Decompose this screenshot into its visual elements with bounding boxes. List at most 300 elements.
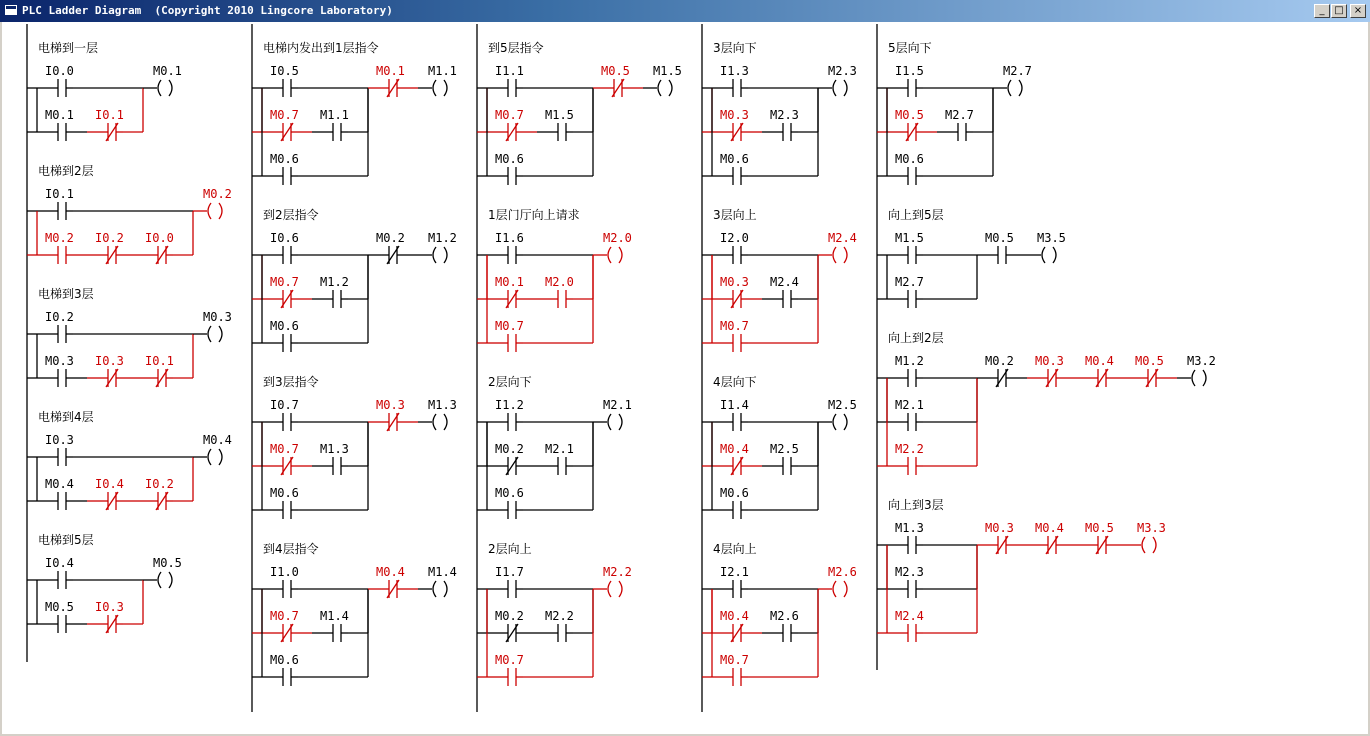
contact-no (320, 108, 349, 141)
contact-no (545, 275, 574, 308)
contact-no (495, 398, 524, 431)
rung (27, 163, 232, 264)
contact-no (770, 108, 799, 141)
contact-label: I0.0 (45, 64, 74, 78)
rung-title: 3层向上 (713, 208, 757, 222)
contact-no (495, 64, 524, 97)
contact-label: M0.3 (985, 521, 1014, 535)
contact-no (45, 477, 74, 510)
contact-nc (145, 477, 174, 510)
coil-arc-right (444, 414, 447, 430)
minimize-button[interactable]: _ (1314, 4, 1330, 18)
contact-label: M0.7 (495, 108, 524, 122)
coil (828, 565, 857, 597)
contact-nc (95, 231, 124, 264)
contact-label: I0.4 (95, 477, 124, 491)
coil-label: M1.4 (428, 565, 457, 579)
contact-label: M2.3 (895, 565, 924, 579)
ladder-diagram (0, 22, 1370, 734)
contact-label: M0.7 (270, 609, 299, 623)
coil-label: M1.1 (428, 64, 457, 78)
contact-nc (720, 609, 749, 642)
contact-no (895, 609, 924, 642)
contact-no (320, 609, 349, 642)
contact-no (895, 64, 924, 97)
rung (252, 541, 457, 686)
contact-nc (495, 442, 524, 475)
coil-arc-right (619, 581, 622, 597)
rung (877, 207, 1066, 308)
contact-label: I0.4 (45, 556, 74, 570)
contact-no (895, 442, 924, 475)
contact-label: M0.6 (720, 152, 749, 166)
coil-arc-right (219, 449, 222, 465)
coil-arc-left (608, 581, 611, 597)
contact-label: M0.4 (720, 442, 749, 456)
coil-arc-left (833, 247, 836, 263)
coil-arc-left (433, 581, 436, 597)
maximize-button[interactable]: □ (1331, 4, 1347, 18)
contact-nc (1135, 354, 1164, 387)
coil-arc-left (208, 326, 211, 342)
coil-arc-right (844, 247, 847, 263)
coil-arc-right (169, 572, 172, 588)
coil (1187, 354, 1216, 386)
contact-label: M0.5 (985, 231, 1014, 245)
contact-nc (1035, 521, 1064, 554)
contact-label: M0.4 (45, 477, 74, 491)
coil-arc-right (219, 203, 222, 219)
contact-no (770, 275, 799, 308)
coil-arc-left (1192, 370, 1195, 386)
contact-label: M2.3 (770, 108, 799, 122)
contact-no (270, 152, 299, 185)
contact-label: M0.6 (270, 653, 299, 667)
contact-label: M2.5 (770, 442, 799, 456)
coil (428, 565, 457, 597)
rung-title: 4层向下 (713, 375, 757, 389)
contact-label: M0.1 (45, 108, 74, 122)
contact-nc (270, 108, 299, 141)
coil-label: M1.2 (428, 231, 457, 245)
contact-label: I0.2 (95, 231, 124, 245)
contact-no (320, 442, 349, 475)
coil-label: M2.7 (1003, 64, 1032, 78)
contact-label: M0.5 (601, 64, 630, 78)
rung-title: 向上到2层 (888, 331, 944, 345)
coil-arc-left (433, 414, 436, 430)
contact-no (720, 319, 749, 352)
coil (203, 433, 232, 465)
contact-label: I0.2 (45, 310, 74, 324)
contact-label: M0.3 (720, 108, 749, 122)
contact-no (720, 398, 749, 431)
rung (702, 375, 857, 519)
coil (828, 231, 857, 263)
coil-arc-left (208, 449, 211, 465)
rung-title: 向上到3层 (888, 498, 944, 512)
coil (428, 64, 457, 96)
contact-no (45, 231, 74, 264)
contact-nc (1035, 354, 1064, 387)
contact-nc (495, 108, 524, 141)
coil-label: M3.2 (1187, 354, 1216, 368)
coil-arc-left (608, 247, 611, 263)
rung-title: 4层向上 (713, 542, 757, 556)
rung-title: 2层向上 (488, 542, 532, 556)
rung (477, 40, 682, 185)
rung (252, 40, 457, 185)
contact-nc (720, 108, 749, 141)
contact-no (895, 275, 924, 308)
contact-label: M0.7 (720, 319, 749, 333)
contact-label: I0.6 (270, 231, 299, 245)
contact-no (270, 231, 299, 264)
contact-label: I0.1 (95, 108, 124, 122)
coil-arc-right (444, 247, 447, 263)
rung (27, 286, 232, 387)
contact-label: M1.2 (895, 354, 924, 368)
coil-arc-left (833, 414, 836, 430)
app-window-icon (4, 4, 18, 16)
contact-no (895, 565, 924, 598)
contact-label: M2.1 (895, 398, 924, 412)
coil-label: M3.3 (1137, 521, 1166, 535)
contact-nc (1085, 354, 1114, 387)
contact-no (985, 231, 1014, 264)
coil-arc-left (433, 247, 436, 263)
contact-no (270, 486, 299, 519)
contact-no (495, 565, 524, 598)
contact-no (45, 600, 74, 633)
contact-no (45, 187, 74, 220)
contact-label: M0.6 (495, 152, 524, 166)
rung-title: 电梯到5层 (38, 533, 94, 547)
contact-label: M0.3 (720, 275, 749, 289)
contact-nc (376, 231, 405, 264)
coil-arc-right (1153, 537, 1156, 553)
coil-arc-left (433, 80, 436, 96)
contact-no (895, 354, 924, 387)
contact-no (770, 609, 799, 642)
rung-title: 电梯到2层 (38, 164, 94, 178)
contact-label: I1.7 (495, 565, 524, 579)
contact-no (495, 486, 524, 519)
coil-label: M0.5 (153, 556, 182, 570)
contact-label: I0.3 (45, 433, 74, 447)
contact-nc (376, 398, 405, 431)
contact-no (45, 354, 74, 387)
rung (27, 40, 182, 141)
coil (1037, 231, 1066, 263)
contact-label: M2.7 (895, 275, 924, 289)
contact-no (495, 231, 524, 264)
contact-label: M0.7 (270, 275, 299, 289)
contact-label: M0.7 (270, 108, 299, 122)
contact-no (270, 64, 299, 97)
contact-label: M0.6 (270, 486, 299, 500)
contact-label: I1.1 (495, 64, 524, 78)
contact-label: I0.1 (45, 187, 74, 201)
coil-label: M2.4 (828, 231, 857, 245)
contact-no (895, 152, 924, 185)
contact-nc (720, 442, 749, 475)
contact-nc (270, 609, 299, 642)
contact-no (895, 521, 924, 554)
contact-label: M0.4 (720, 609, 749, 623)
contact-label: I2.1 (720, 565, 749, 579)
contact-label: M0.2 (985, 354, 1014, 368)
coil-arc-left (208, 203, 211, 219)
coil-arc-left (608, 414, 611, 430)
contact-label: M0.7 (270, 442, 299, 456)
contact-label: M0.4 (1085, 354, 1114, 368)
coil-label: M2.5 (828, 398, 857, 412)
rung-title: 向上到5层 (888, 208, 944, 222)
contact-nc (376, 64, 405, 97)
rung-title: 到3层指令 (263, 375, 319, 389)
rung-title: 到4层指令 (263, 542, 319, 556)
coil-arc-left (158, 572, 161, 588)
coil-label: M3.5 (1037, 231, 1066, 245)
contact-label: M0.1 (376, 64, 405, 78)
contact-label: I2.0 (720, 231, 749, 245)
contact-label: M2.7 (945, 108, 974, 122)
coil-arc-left (833, 80, 836, 96)
coil (603, 565, 632, 597)
close-button[interactable]: × (1350, 4, 1366, 18)
contact-nc (895, 108, 924, 141)
contact-nc (985, 354, 1014, 387)
contact-no (45, 310, 74, 343)
contact-nc (495, 275, 524, 308)
contact-no (720, 231, 749, 264)
contact-no (720, 653, 749, 686)
coil-arc-right (619, 414, 622, 430)
contact-label: M2.2 (545, 609, 574, 623)
contact-label: M2.2 (895, 442, 924, 456)
contact-label: M0.5 (895, 108, 924, 122)
contact-no (770, 442, 799, 475)
contact-label: M1.5 (545, 108, 574, 122)
coil-arc-right (1053, 247, 1056, 263)
contact-no (895, 231, 924, 264)
contact-label: M1.1 (320, 108, 349, 122)
contact-label: M0.6 (895, 152, 924, 166)
contact-label: M0.5 (45, 600, 74, 614)
contact-nc (270, 442, 299, 475)
contact-label: M0.6 (270, 319, 299, 333)
contact-nc (95, 354, 124, 387)
contact-label: M2.0 (545, 275, 574, 289)
contact-label: M0.4 (376, 565, 405, 579)
contact-no (270, 398, 299, 431)
contact-nc (145, 354, 174, 387)
coil-arc-right (844, 581, 847, 597)
coil (203, 187, 232, 219)
contact-nc (270, 275, 299, 308)
contact-label: M1.5 (895, 231, 924, 245)
contact-label: M0.6 (495, 486, 524, 500)
coil (428, 231, 457, 263)
contact-no (270, 565, 299, 598)
contact-label: M1.3 (320, 442, 349, 456)
contact-nc (985, 521, 1014, 554)
contact-label: M0.2 (45, 231, 74, 245)
contact-nc (376, 565, 405, 598)
contact-label: M0.2 (495, 442, 524, 456)
contact-label: M0.6 (270, 152, 299, 166)
contact-label: M1.4 (320, 609, 349, 623)
coil-label: M2.6 (828, 565, 857, 579)
contact-no (45, 556, 74, 589)
coil-label: M1.5 (653, 64, 682, 78)
contact-no (495, 152, 524, 185)
coil-arc-right (619, 247, 622, 263)
contact-no (45, 433, 74, 466)
rung-title: 2层向下 (488, 375, 532, 389)
contact-no (45, 108, 74, 141)
rung (702, 41, 857, 185)
contact-label: I1.5 (895, 64, 924, 78)
contact-no (720, 565, 749, 598)
coil (1137, 521, 1166, 553)
rung-title: 5层向下 (888, 41, 932, 55)
coil (653, 64, 682, 96)
contact-no (545, 609, 574, 642)
contact-no (45, 64, 74, 97)
contact-nc (95, 600, 124, 633)
rung (702, 541, 857, 686)
rung (252, 374, 457, 519)
contact-no (545, 108, 574, 141)
contact-label: I1.0 (270, 565, 299, 579)
coil-label: M2.3 (828, 64, 857, 78)
rung-title: 3层向下 (713, 41, 757, 55)
contact-nc (95, 477, 124, 510)
coil-label: M2.1 (603, 398, 632, 412)
contact-no (720, 152, 749, 185)
contact-label: I0.0 (145, 231, 174, 245)
contact-nc (720, 275, 749, 308)
contact-no (945, 108, 974, 141)
contact-nc (95, 108, 124, 141)
contact-label: M0.3 (376, 398, 405, 412)
coil-arc-right (1019, 80, 1022, 96)
contact-no (895, 398, 924, 431)
contact-label: I0.3 (95, 354, 124, 368)
contact-label: M0.1 (495, 275, 524, 289)
contact-label: I1.6 (495, 231, 524, 245)
coil (828, 64, 857, 96)
coil-label: M2.2 (603, 565, 632, 579)
coil-arc-left (1042, 247, 1045, 263)
contact-label: I0.7 (270, 398, 299, 412)
contact-label: M0.7 (495, 319, 524, 333)
coil (828, 398, 857, 430)
contact-label: M2.6 (770, 609, 799, 623)
contact-label: I0.2 (145, 477, 174, 491)
coil-arc-right (444, 581, 447, 597)
coil-arc-left (158, 80, 161, 96)
contact-label: M0.6 (720, 486, 749, 500)
rung (702, 207, 857, 352)
coil-arc-right (444, 80, 447, 96)
contact-label: M0.3 (45, 354, 74, 368)
coil-label: M0.4 (203, 433, 232, 447)
contact-label: M0.2 (376, 231, 405, 245)
rung-title: 电梯到一层 (38, 41, 99, 55)
contact-nc (601, 64, 630, 97)
rung-title: 电梯到4层 (38, 410, 94, 424)
rung-title: 电梯内发出到1层指令 (263, 41, 379, 55)
contact-label: M2.4 (770, 275, 799, 289)
rung (477, 541, 632, 686)
contact-label: M2.1 (545, 442, 574, 456)
contact-label: M0.5 (1085, 521, 1114, 535)
coil (428, 398, 457, 430)
contact-label: I0.1 (145, 354, 174, 368)
contact-label: M0.3 (1035, 354, 1064, 368)
rung (877, 41, 1032, 185)
contact-label: M2.4 (895, 609, 924, 623)
coil-label: M2.0 (603, 231, 632, 245)
contact-label: M0.7 (495, 653, 524, 667)
contact-no (270, 319, 299, 352)
rung-title: 电梯到3层 (38, 287, 94, 301)
contact-label: M0.4 (1035, 521, 1064, 535)
contact-label: M1.3 (895, 521, 924, 535)
rung (477, 207, 632, 352)
coil-arc-left (833, 581, 836, 597)
contact-no (545, 442, 574, 475)
coil-label: M1.3 (428, 398, 457, 412)
contact-label: I1.2 (495, 398, 524, 412)
rung-title: 到2层指令 (263, 208, 319, 222)
coil-arc-right (669, 80, 672, 96)
coil-arc-left (1142, 537, 1145, 553)
contact-nc (145, 231, 174, 264)
coil (1003, 64, 1032, 96)
rung (477, 375, 632, 519)
rung (27, 532, 182, 633)
contact-nc (495, 609, 524, 642)
coil (203, 310, 232, 342)
coil-label: M0.2 (203, 187, 232, 201)
coil (153, 556, 182, 588)
rung-title: 1层门厅向上请求 (488, 208, 580, 222)
contact-label: M0.5 (1135, 354, 1164, 368)
contact-label: I0.5 (270, 64, 299, 78)
rung (877, 330, 1216, 475)
coil (603, 398, 632, 430)
contact-no (720, 486, 749, 519)
coil-arc-left (658, 80, 661, 96)
title-bar[interactable] (0, 0, 1370, 22)
contact-label: M1.2 (320, 275, 349, 289)
coil-arc-right (219, 326, 222, 342)
contact-no (320, 275, 349, 308)
coil (603, 231, 632, 263)
coil-label: M0.1 (153, 64, 182, 78)
contact-no (495, 319, 524, 352)
contact-nc (1085, 521, 1114, 554)
contact-no (270, 653, 299, 686)
contact-label: I1.4 (720, 398, 749, 412)
rung-title: 到5层指令 (488, 41, 544, 55)
coil-arc-right (844, 80, 847, 96)
contact-label: M0.7 (720, 653, 749, 667)
